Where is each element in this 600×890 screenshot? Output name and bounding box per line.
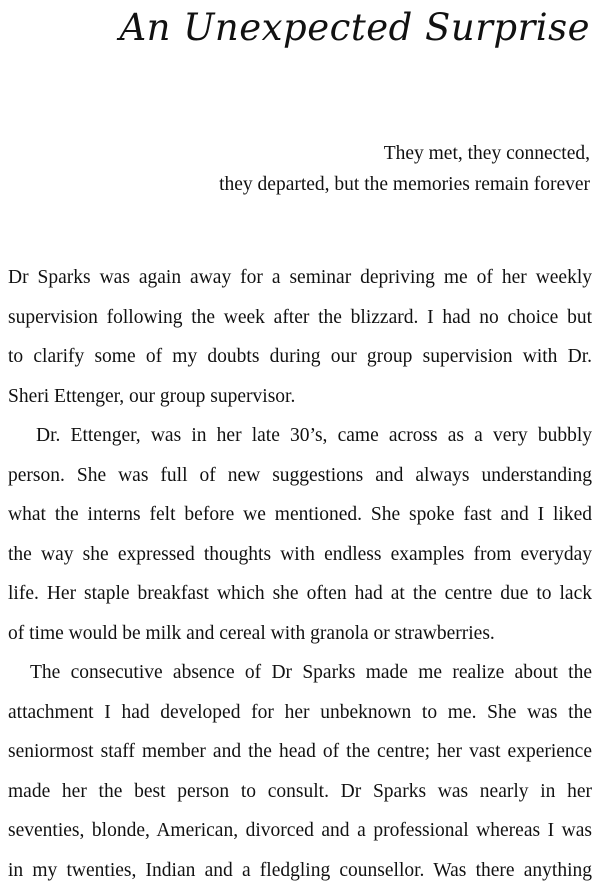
epigraph-line: they departed, but the memories remain forever bbox=[219, 169, 590, 200]
epigraph bbox=[219, 138, 590, 200]
body-text bbox=[8, 258, 592, 890]
text-line: person. She was full of new suggestions and always understanding bbox=[8, 456, 592, 496]
text-line: attachment I had developed for her unbeknown to me. She was the bbox=[8, 693, 592, 733]
text-line: seniormost staff member and the head of the centre; her vast experience bbox=[8, 732, 592, 772]
text-line: Dr. Ettenger, was in her late 30’s, came across as a very bubbly bbox=[8, 416, 592, 456]
text-line: Dr Sparks was again away for a seminar depriving me of her weekly bbox=[8, 258, 592, 298]
text-line: to clarify some of my doubts during our group supervision with Dr. bbox=[8, 337, 592, 377]
paragraph bbox=[8, 258, 592, 416]
paragraph bbox=[8, 416, 592, 653]
text-line: life. Her staple breakfast which she often had at the centre due to lack bbox=[8, 574, 592, 614]
text-line: Sheri Ettenger, our group supervisor. bbox=[8, 377, 592, 417]
text-line: the way she expressed thoughts with endless examples from everyday bbox=[8, 535, 592, 575]
text-line: supervision following the week after the blizzard. I had no choice but bbox=[8, 298, 592, 338]
text-line: what the interns felt before we mentioned. She spoke fast and I liked bbox=[8, 495, 592, 535]
text-line: of time would be milk and cereal with granola or strawberries. bbox=[8, 614, 592, 654]
paragraph bbox=[8, 653, 592, 890]
text-line: in my twenties, Indian and a fledgling counsellor. Was there anything bbox=[8, 851, 592, 890]
chapter-title: An Unexpected Surprise bbox=[119, 6, 590, 49]
epigraph-line: They met, they connected, bbox=[219, 138, 590, 169]
text-line: seventies, blonde, American, divorced and a professional whereas I was bbox=[8, 811, 592, 851]
text-line: made her the best person to consult. Dr Sparks was nearly in her bbox=[8, 772, 592, 812]
text-line: The consecutive absence of Dr Sparks made me realize about the bbox=[8, 653, 592, 693]
